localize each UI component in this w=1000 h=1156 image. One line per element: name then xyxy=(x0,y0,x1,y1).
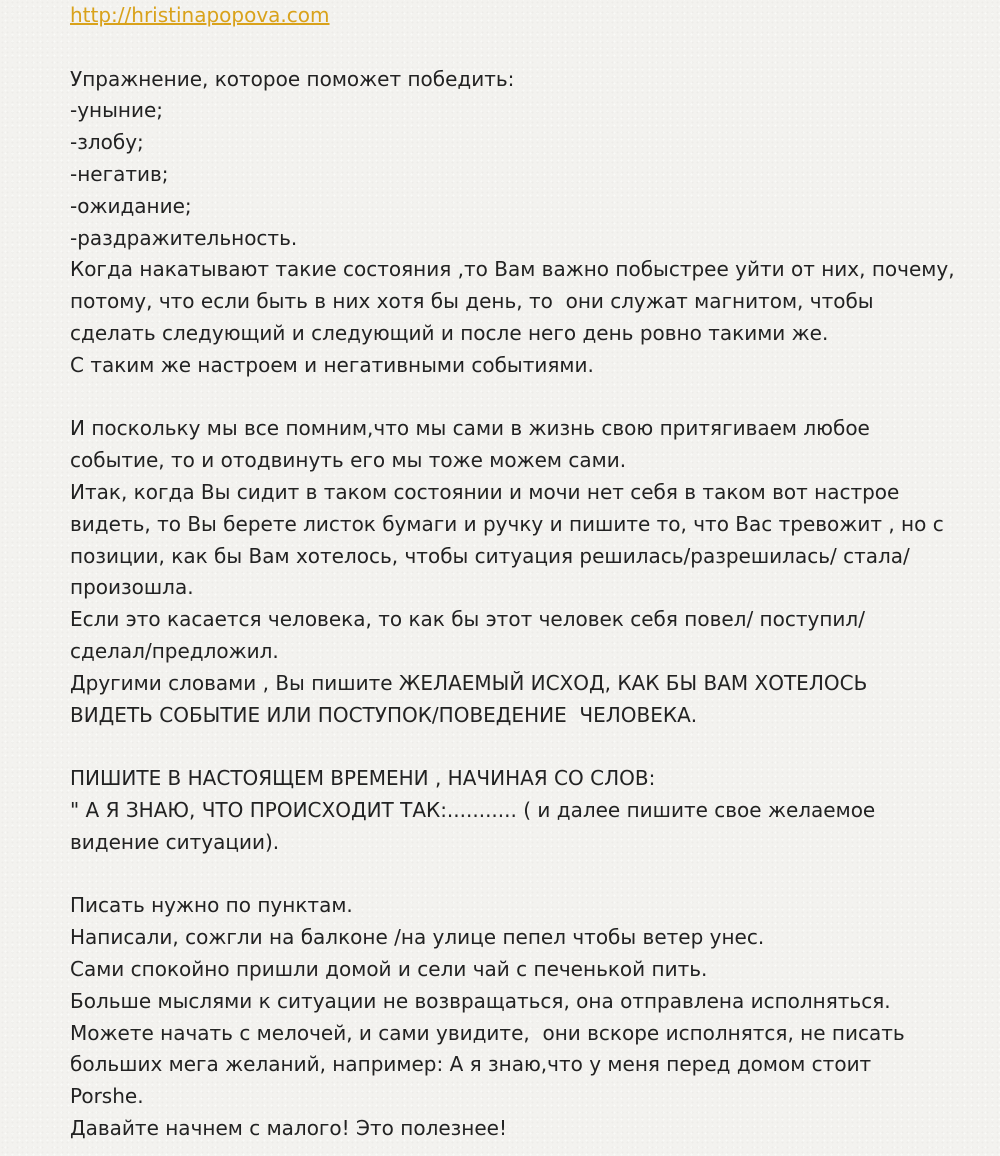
text-line: больших мега желаний, например: А я знаю,что у меня перед домом стоит xyxy=(70,1052,872,1077)
text-line: потому, что если быть в них хотя бы день, то они служат магнитом, чтобы xyxy=(70,289,874,314)
text-line: " А Я ЗНАЮ, ЧТО ПРОИСХОДИТ ТАК:........... ( и далее пишите свое желаемое xyxy=(70,797,876,822)
blank-line xyxy=(70,859,970,891)
blank-line xyxy=(70,731,970,763)
list-item-irritability: -раздражительность. xyxy=(70,225,298,250)
text-line: Другими словами , Вы пишите ЖЕЛАЕМЫЙ ИСХОД, КАК БЫ ВАМ ХОТЕЛОСЬ xyxy=(70,670,868,695)
source-link-line xyxy=(70,0,970,32)
text-line: С таким же настроем и негативными событиями. xyxy=(70,352,594,377)
text-line: ВИДЕТЬ СОБЫТИЕ ИЛИ ПОСТУПОК/ПОВЕДЕНИЕ ЧЕЛОВЕКА. xyxy=(70,702,698,727)
text-line: Когда накатывают такие состояния ,то Вам важно побыстрее уйти от них, почему, xyxy=(70,257,955,282)
list-item-negativity: -негатив; xyxy=(70,161,169,186)
text-line: позиции, как бы Вам хотелось, чтобы ситуация решилась/разрешилась/ стала/ xyxy=(70,543,910,568)
note-body xyxy=(70,0,970,1145)
text-line: ПИШИТЕ В НАСТОЯЩЕМ ВРЕМЕНИ , НАЧИНАЯ СО СЛОВ: xyxy=(70,766,656,791)
list-item-anger: -злобу; xyxy=(70,130,144,155)
text-line: событие, то и отодвинуть его мы тоже можем сами. xyxy=(70,448,627,473)
text-line: произошла. xyxy=(70,575,194,600)
text-line: И поскольку мы все помним,что мы сами в жизнь свою притягиваем любое xyxy=(70,416,870,441)
list-item-despondency: -уныние; xyxy=(70,98,164,123)
list-item-expectation: -ожидание; xyxy=(70,193,192,218)
blank-line xyxy=(70,382,970,414)
text-line: Больше мыслями к ситуации не возвращаться, она отправлена исполняться. xyxy=(70,988,891,1013)
text-line: Итак, когда Вы сидит в таком состоянии и мочи нет себя в таком вот настрое xyxy=(70,479,900,504)
text-line: Если это касается человека, то как бы этот человек себя повел/ поступил/ xyxy=(70,607,865,632)
exercise-intro: Упражнение, которое поможет победить: xyxy=(70,66,515,91)
text-line: видение ситуации). xyxy=(70,829,280,854)
text-line: Писать нужно по пунктам. xyxy=(70,893,353,918)
text-line: сделал/предложил. xyxy=(70,638,279,663)
text-line: видеть, то Вы берете листок бумаги и ручку и пишите то, что Вас тревожит , но с xyxy=(70,511,944,536)
text-line: Давайте начнем с малого! Это полезнее! xyxy=(70,1115,507,1140)
text-line: Сами спокойно пришли домой и сели чай с печенькой пить. xyxy=(70,956,708,981)
source-link[interactable]: http://hristinapopova.com xyxy=(70,3,330,27)
text-line: сделать следующий и следующий и после него день ровно такими же. xyxy=(70,320,829,345)
text-line: Можете начать с мелочей, и сами увидите, они вскоре исполнятся, не писать xyxy=(70,1020,905,1045)
text-line: Porshe. xyxy=(70,1084,144,1109)
text-line: Написали, сожгли на балконе /на улице пепел чтобы ветер унес. xyxy=(70,925,765,950)
blank-line xyxy=(70,32,970,64)
